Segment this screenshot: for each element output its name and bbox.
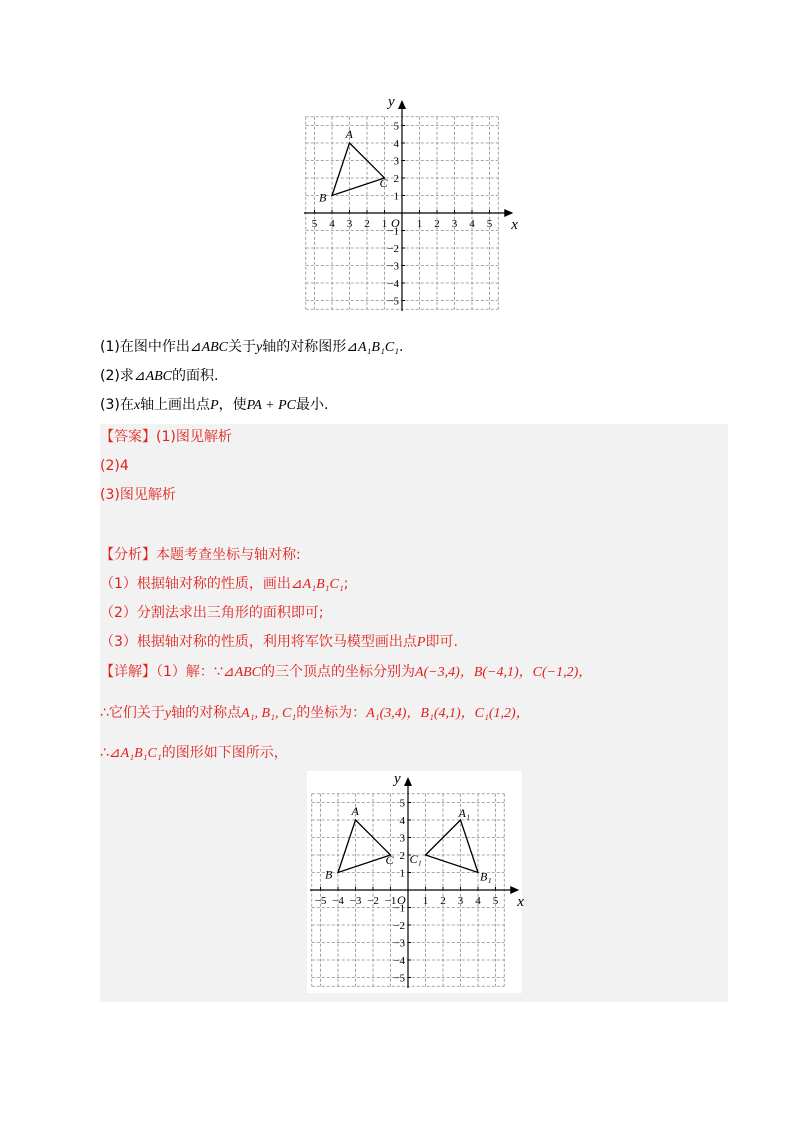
coordinate-plane-1	[305, 94, 525, 309]
y-tick-label: −4	[387, 278, 399, 290]
detail-line-2: ∴它们关于y轴的对称点A₁, B₁, C₁的坐标为：A₁(3,4)，B₁(4,1)，C₁(1,2)，	[100, 705, 530, 721]
origin-label: O	[397, 893, 406, 907]
x-tick-label: −3	[349, 895, 362, 907]
y-tick-label: −5	[387, 295, 399, 308]
y-tick-label: −4	[393, 955, 405, 967]
x-tick-label: 5	[311, 218, 318, 230]
triangle	[338, 820, 391, 873]
x-tick-label: 5	[492, 895, 499, 907]
x-tick-label: 1	[416, 218, 423, 230]
x-tick-label: −5	[314, 895, 327, 907]
coordinate-figure-2	[307, 771, 522, 993]
coordinate-figure-1	[305, 94, 525, 309]
point-label: B	[319, 190, 327, 205]
y-tick-label: −1	[387, 225, 399, 238]
x-tick-label: 3	[457, 895, 464, 907]
y-tick-label: −2	[393, 920, 405, 932]
y-tick-label: −5	[393, 972, 405, 985]
y-tick-label: 5	[399, 797, 405, 810]
y-tick-label: −3	[393, 937, 405, 950]
y-tick-label: 2	[393, 173, 399, 185]
y-axis-label: y	[388, 94, 395, 110]
x-tick-label: −2	[367, 895, 379, 907]
coordinate-plane-2	[307, 771, 522, 993]
y-axis-label: y	[394, 771, 401, 787]
answer-line-3: (3)图见解析	[100, 487, 176, 503]
y-tick-label: 2	[399, 850, 405, 862]
x-tick-label: 5	[486, 218, 493, 230]
point-label: A	[351, 804, 359, 818]
y-tick-label: 5	[393, 120, 399, 133]
x-tick-label: 2	[440, 895, 446, 907]
y-axis-arrow	[404, 777, 412, 786]
point-label: A₁	[458, 806, 471, 820]
y-tick-label: 1	[399, 867, 405, 880]
x-tick-label: −1	[384, 895, 397, 907]
x-tick-label: 2	[434, 218, 440, 230]
triangle	[332, 143, 385, 196]
y-tick-label: 3	[399, 832, 405, 845]
y-tick-label: 3	[393, 155, 399, 168]
analysis-title: 【分析】本题考查坐标与轴对称:	[100, 547, 301, 563]
y-tick-label: −2	[387, 243, 399, 255]
y-tick-label: 4	[399, 815, 405, 827]
point-label: C	[385, 853, 394, 867]
x-axis-label: x	[517, 894, 524, 910]
detail-line-1: 【详解】（1）解：∵⊿ABC的三个顶点的坐标分别为A(−3,4)，B(−4,1)，C(−1,2)，	[100, 664, 593, 680]
x-tick-label: 4	[469, 218, 475, 230]
y-tick-label: −1	[393, 902, 405, 915]
y-tick-label: −3	[387, 260, 399, 273]
point-label: C₁	[409, 852, 422, 866]
x-tick-label: 4	[329, 218, 335, 230]
point-label: A	[345, 127, 353, 141]
y-tick-label: 4	[393, 138, 399, 150]
x-tick-label: −4	[332, 895, 344, 907]
analysis-line-3: （3）根据轴对称的性质，利用将军饮马模型画出点P即可.	[100, 634, 458, 650]
point-label: B	[325, 867, 333, 882]
question-3: (3)在x轴上画出点P，使PA + PC最小.	[100, 397, 329, 413]
y-axis-arrow	[398, 100, 406, 109]
x-tick-label: 1	[422, 895, 429, 907]
analysis-line-2: （2）分割法求出三角形的面积即可;	[100, 605, 324, 621]
answer-line-2: (2)4	[100, 458, 129, 474]
x-tick-label: 1	[381, 218, 388, 230]
x-axis-label: x	[511, 217, 518, 233]
x-tick-label: 3	[451, 218, 458, 230]
question-2: (2)求⊿ABC的面积.	[100, 368, 219, 384]
analysis-line-1: （1）根据轴对称的性质，画出⊿A₁B₁C₁;	[100, 576, 349, 592]
detail-line-3: ∴⊿A₁B₁C₁的图形如下图所示，	[100, 745, 288, 761]
answer-line-1: 【答案】(1)图见解析	[100, 429, 232, 445]
y-tick-label: 1	[393, 190, 399, 203]
x-axis-arrow	[510, 886, 519, 894]
origin-label: O	[391, 216, 400, 230]
x-tick-label: 2	[364, 218, 370, 230]
x-axis-arrow	[504, 209, 513, 217]
point-label: C	[379, 176, 388, 190]
triangle	[426, 820, 479, 873]
x-tick-label: 3	[346, 218, 353, 230]
question-1: (1)在图中作出⊿ABC关于y轴的对称图形⊿A₁B₁C₁.	[100, 339, 404, 355]
x-tick-label: 4	[475, 895, 481, 907]
point-label: B₁	[480, 869, 492, 884]
